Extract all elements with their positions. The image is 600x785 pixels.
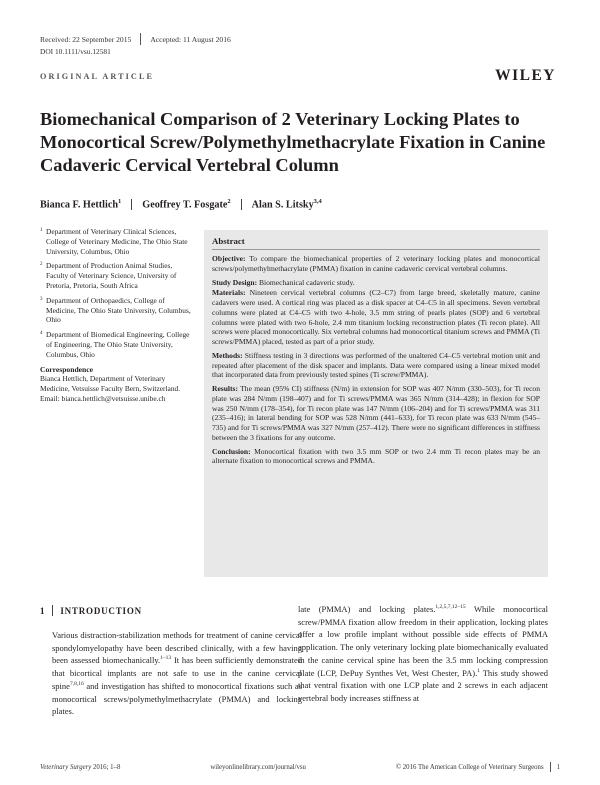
abstract-box xyxy=(204,230,548,577)
section-title: INTRODUCTION xyxy=(60,605,142,616)
affiliation-item: 2 Department of Production Animal Studies, Faculty of Veterinary Science, University of Pretoria, Pretoria, South Africa xyxy=(40,261,177,290)
affiliation-item: 4 Department of Biomedical Engineering, College of Engineering, The Ohio State University, Columbus, Ohio xyxy=(40,330,190,359)
affiliation-item: 3 Department of Orthopaedics, College of Medicine, The Ohio State University, Columbus, Ohio xyxy=(40,295,191,325)
divider xyxy=(131,199,132,210)
author-list xyxy=(40,198,322,210)
citation-ref[interactable]: 1,2,5,7,12–15 xyxy=(435,604,466,611)
copyright: © 2016 The American College of Veterinary Surgeons xyxy=(395,763,544,771)
author[interactable]: Bianca F. Hettlich$^1$ xyxy=(40,198,122,211)
divider xyxy=(550,762,551,772)
citation-ref[interactable]: 1–13 xyxy=(160,655,172,662)
section-number: 1 xyxy=(40,605,46,616)
body-column-left: Various distraction-stabilization methods for treatment of canine cervical spondylomyelopathy have been described clinically, with a few having been assessed biomechanically.$^{1-13}$ It has been sufficiently demonstrated that bicortical implants are not safe to use in the canine cervical spine$^{7,8,16}$ and investigation has shifted to monocortical fixations such as monocortical screws/polymethylmethacrylate (PMMA) and locking plates. xyxy=(52,630,303,717)
divider xyxy=(241,199,242,210)
abstract-objective: Objective: To compare the biomechanical properties of 2 veterinary locking plates and monocortical screws/polymethylmethacrylate (PMMA) fixation in canine cadaveric cervical vertebral columns. xyxy=(212,254,540,273)
citation-ref[interactable]: 1 xyxy=(477,667,480,674)
abstract-materials: Materials: Nineteen cervical vertebral columns (C2–C7) from large breed, skeletally mature, canine cadavers were used. A cortical ring was placed as a disk spacer at C4–C5 in all specimens. Seven vertebral columns were plated at C4–C5 with two 4-hole, 3.5 mm string of pearls plates (SOP) and 6 vertebral columns were plated with two 6-hole, 2.4 mm titanium locking reconstruction plates (Ti recon plate). All screws were placed monocortically. Six vertebral columns had monocortical titanium screws and PMMA (Ti screws/PMMA) placed, tested as part of a prior study. xyxy=(212,288,540,346)
publisher-logo: WILEY xyxy=(495,67,556,84)
body-column-right: late (PMMA) and locking plates.$^{1,2,5,7,12-15}$ While monocortical screw/PMMA fixation allow freedom in their application, locking plates offer a low profile implant without possible side effects of PMMA application. The only veterinary locking plate biomechanically evaluated in the canine cervical spine has been the 3.5 mm locking compression plate (LCP, DePuy Synthes Vet, West Chester, PA).$^1$ This study showed that ventral fixation with one LCP plate and 2 screws in each adjacent vertebral body increases stiffness at xyxy=(298,604,548,703)
page-number: 1 xyxy=(556,763,560,771)
divider xyxy=(140,33,141,45)
abstract-results: Results: The mean (95% CI) stiffness (N/m) in extension for SOP was 407 N/mm (330–503), for Ti recon plate was 284 N/mm (198–407) and for Ti screws/PMMA was 365 N/mm (314–428); in flexion for SOP was 250 N/mm (178–354), for Ti recon plate was 147 N/mm (106–204) and for Ti screws/PMMA was 311 (235–416); in lateral bending for SOP was 528 N/mm (441–633), for Ti recon plate was 633 N/mm (545–735) and for Ti screws/PMMA was 327 N/mm (257–412). There were no significant differences in stiffness between the 3 fixations for any outcome. xyxy=(212,384,540,442)
footer-right xyxy=(396,762,560,772)
abstract-methods: Methods: Stiffness testing in 3 directions was performed of the unaltered C4–C5 vertebral motion unit and repeated after placement of the disk spacer and implants. Data were compared using a linear mixed model that incorporated data from previously tested spines (Ti screw/PMMA). xyxy=(212,350,540,380)
author[interactable]: Geoffrey T. Fosgate$^2$ xyxy=(142,198,231,211)
article-type: ORIGINAL ARTICLE xyxy=(40,72,155,81)
doi[interactable]: DOI 10.1111/vsu.12581 xyxy=(40,47,111,56)
author[interactable]: Alan S. Litsky$^{3,4}$ xyxy=(251,198,322,211)
correspondence-text: Bianca Hettlich, Department of Veterinary Medicine, Vetsuisse Faculty Bern, Switzerland. Email: bianca.hettlich@vetsuisse.unibe.ch xyxy=(40,374,181,403)
abstract-study-design: Study Design: Biomechanical cadaveric study. xyxy=(212,277,355,287)
affiliations xyxy=(40,227,196,404)
journal-citation: Veterinary Surgery 2016; 1–8 xyxy=(40,763,121,771)
journal-website[interactable]: wileyonlinelibrary.com/journal/vsu xyxy=(210,763,306,771)
received-date: Received: 22 September 2015 xyxy=(40,34,132,44)
divider xyxy=(52,605,53,616)
affiliation-item: 1 Department of Veterinary Clinical Sciences, College of Veterinary Medicine, The Ohio State University, Columbus, Ohio xyxy=(40,227,188,256)
page-footer xyxy=(40,762,560,772)
section-heading xyxy=(40,605,142,616)
citation-ref[interactable]: 7,8,16 xyxy=(69,680,84,687)
abstract-title: Abstract xyxy=(212,236,540,250)
correspondence-heading: Correspondence xyxy=(40,364,94,374)
received-accepted-line xyxy=(40,33,231,45)
abstract-conclusion: Conclusion: Monocortical fixation with two 3.5 mm SOP or two 2.4 mm Ti recon plates may be an alternate fixation to monocortical screws and PMMA. xyxy=(212,446,541,466)
paper-title: Biomechanical Comparison of 2 Veterinary Locking Plates to Monocortical Screw/Polymethylmethacrylate Fixation in Canine Cadaveric Cervical Vertebral Column xyxy=(40,109,546,175)
accepted-date: Accepted: 11 August 2016 xyxy=(150,34,231,44)
